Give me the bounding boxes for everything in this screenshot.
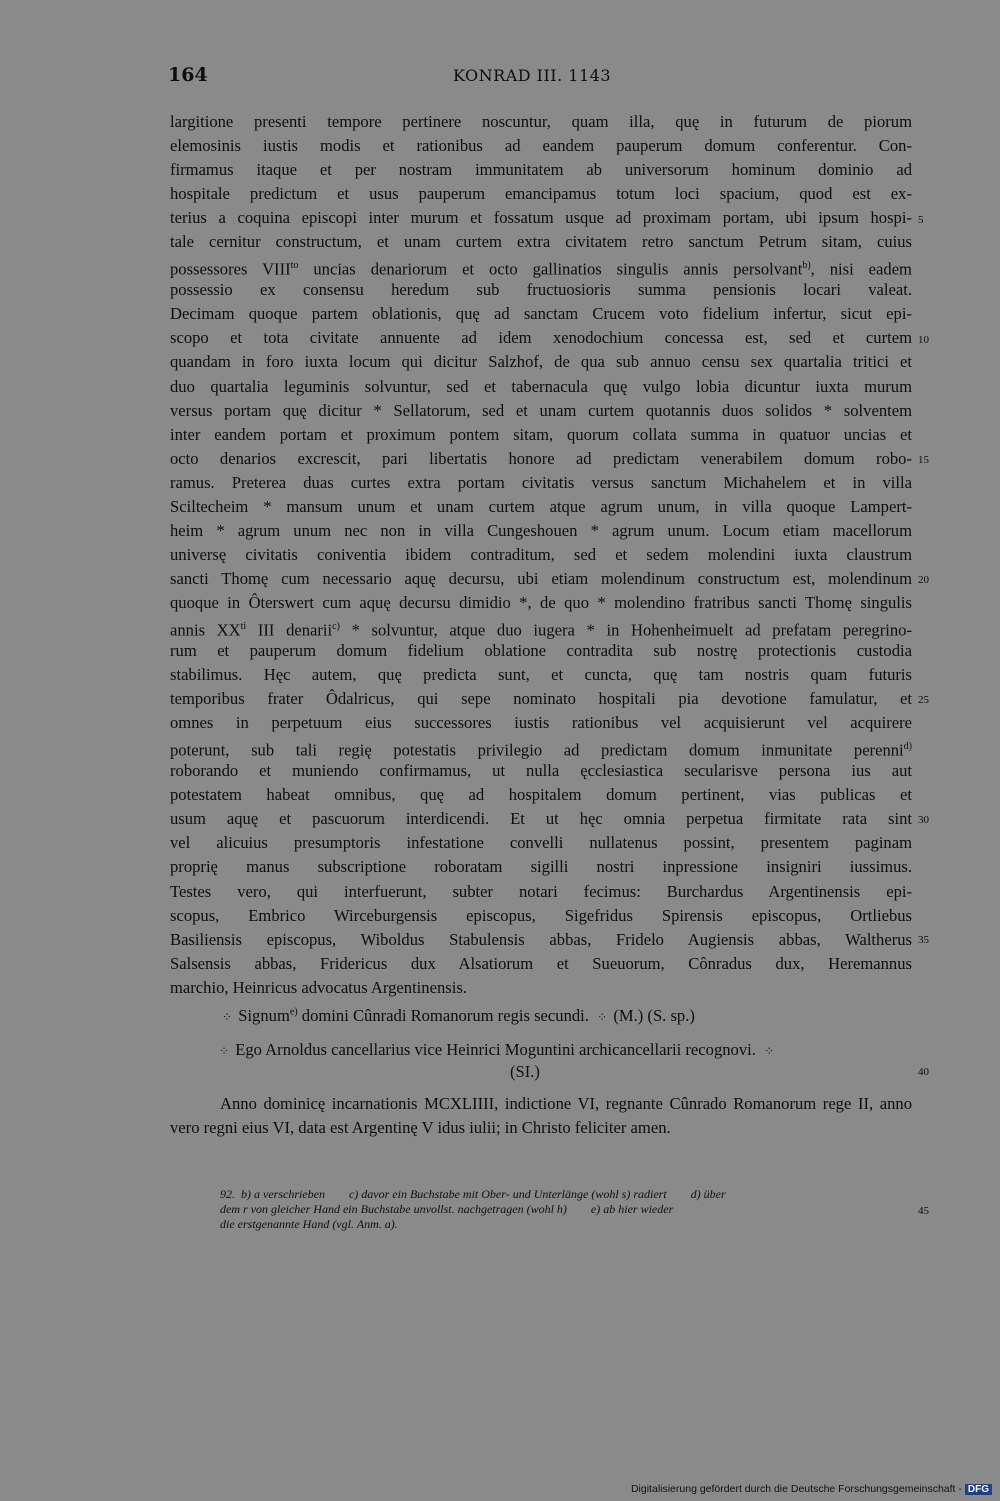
text-line: annis $XX^{ti}$ III denarii$^{c)}$ * solvuntur, atque duo iugera * in Hohenheimuelt ad prefatam peregrino- [170,620,912,640]
text-line: sancti Thomę cum necessario aquę decursu, ubi etiam molendinum constructum est, molendinum [170,568,912,588]
text-line: rum et pauperum domum fidelium oblatione contradita sub nostrę protectionis custodia [170,641,912,661]
running-title: KONRAD III. 1143 [453,66,612,85]
text-line: possessio ex consensu heredum sub fructuosioris summa pensionis locari valeat. [170,280,912,300]
text-line: roborando et muniendo confirmamus, ut nulla ęcclesiastica secularisve persona ius aut [170,761,912,781]
text-line: universę civitatis coniventia ibidem contraditum, sed et sedem molendini iuxta claustrum [170,544,912,564]
text-line: stabilimus. Hęc autem, quę predicta sunt, et cuncta, quę tam nostris quam futuris [170,665,912,685]
dating-clause: Anno dominicę incarnationis MCXLIIII, indictione VI, regnante Cûnrado Romanorum rege II, anno vero regni eius VI, data est Argentinę V idus iulii; in Christo feliciter amen. [170,1094,912,1138]
text-line: Basiliensis episcopus, Wiboldus Stabulensis abbas, Fridelo Augiensis abbas, Waltherus [170,929,912,949]
line-number: 40 [918,1066,929,1078]
signum-text: domini Cûnradi Romanorum regis secundi. [301,1006,589,1025]
line-number: 5 [918,214,924,226]
text-line: heim * agrum unum nec non in villa Cungeshouen * agrum unum. Locum etiam macellorum [170,520,912,540]
monogram-seal: (M.) (S. sp.) [613,1006,695,1025]
cross-icon: ⁘ [222,1009,231,1024]
text-line: Salsensis abbas, Fridericus dux Alsatiorum et Sueuorum, Cônradus dux, Heremannus [170,953,912,973]
cross-icon: ⁘ [219,1043,228,1058]
text-line: Testes vero, qui interfuerunt, subter notari fecimus: Burchardus Argentinensis epi- [170,881,912,901]
text-line: possessores $VIII^{to}$ uncias denariorum et octo gallinatios singulis annis persolvant$^{b)}$, nisi eadem [170,259,912,279]
text-line: poterunt, sub tali regię potestatis privilegio ad predictam domum inmunitate perenni$^{d)}$ [170,740,912,760]
page-number: 164 [168,64,208,86]
cross-icon: ⁘ [764,1043,773,1058]
text-line: quandam in foro iuxta locum qui dicitur Salzhof, de qua sub annuo censu sex quartalia tritici et [170,352,912,372]
text-line: versus portam quę dicitur * Sellatorum, sed et unam curtem quotannis duos solidos * solventem [170,400,912,420]
footnote-marker: e) [289,1006,298,1018]
seal-note: (SI.) [510,1062,540,1081]
text-line: duo quartalia leguminis solvuntur, sed et tabernacula quę vulgo lobia dicuntur iuxta murum [170,376,912,396]
text-line: omnes in perpetuum eius successores iustis rationibus vel acquisierunt vel acquirere [170,713,912,733]
text-line: proprię manus subscriptione roboratam sigilli nostri inpressione insigniri iussimus. [170,857,912,877]
footnote-line: dem r von gleicher Hand ein Buchstabe unvollst. nachgetragen (wohl h) e) ab hier wieder [220,1202,674,1216]
text-line: tale cernitur constructum, et unam curtem extra civitatem retro sanctum Petrum sitam, cuius [170,232,912,252]
text-line: vel alicuius presumptoris infestatione convelli nullatenus possint, presentem paginam [170,833,912,853]
text-line: Sciltecheim * mansum unum et unam curtem atque agrum unum, in villa quoque Lampert- [170,496,912,516]
text-line: scopus, Embrico Wirceburgensis episcopus, Sigefridus Spirensis episcopus, Ortliebus [170,905,912,925]
text-line: temporibus frater Ôdalricus, qui sepe nominato hospitali pia devotione famulatur, et [170,689,912,709]
line-number: 35 [918,934,929,946]
recognition-line [215,1040,915,1060]
charter-text [170,110,912,1000]
text-line: terius a coquina episcopi inter murum et fossatum usque ad proximam portam, ubi ipsum hospi- [170,208,912,228]
text-line: usum aquę et pascuorum interdicendi. Et ut hęc omnia perpetua firmitate rata sint [170,809,912,829]
text-line: inter eandem portam et proximum pontem sitam, quorum collata summa in quatuor uncias et [170,424,912,444]
dfg-logo: DFG [965,1484,992,1495]
recognition-text: Ego Arnoldus cancellarius vice Heinrici Moguntini archicancellarii recognovi. [235,1040,756,1059]
signum-line [218,1006,918,1026]
footnotes [220,1187,912,1232]
text-line: Decimam quoque partem oblationis, quę ad sanctam Crucem voto fidelium infertur, sicut epi- [170,304,912,324]
text-line: quoque in Ôterswert cum aquę decursu dimidio *, de quo * molendino fratribus sancti Thomę singulis [170,592,912,612]
footnote-line: 92. b) a verschrieben c) davor ein Buchstabe mit Ober- und Unterlänge (wohl s) radiert d) über [220,1187,726,1201]
footnote-line: die erstgenannte Hand (vgl. Anm. a). [220,1217,398,1231]
line-number: 20 [918,574,929,586]
line-number: 15 [918,454,929,466]
text-line: largitione presenti tempore pertinere noscuntur, quam illa, quę in futurum de piorum [170,112,912,131]
text-line: potestatem habeat omnibus, quę ad hospitalem domum pertinent, vias publicas et [170,785,912,805]
text-line: hospitale predictum et usus pauperum emancipamus totum loci spacium, quod est ex- [170,184,912,204]
signum-word: Signum [238,1006,290,1025]
line-number: 10 [918,334,929,346]
text-line: elemosinis iustis modis et rationibus ad eandem pauperum domum conferentur. Con- [170,136,912,156]
footer-text: Digitalisierung gefördert durch die Deutsche Forschungsgemeinschaft - [630,1483,962,1495]
text-line: marchio, Heinricus advocatus Argentinensis. [170,977,467,997]
funding-footer [631,1483,992,1495]
text-line: firmamus itaque et per nostram immunitatem ab universorum hominum dominio ad [170,160,912,180]
line-number: 45 [918,1205,929,1217]
text-line: ramus. Preterea duas curtes extra portam civitatis versus sanctum Michahelem et in villa [170,472,912,492]
line-number: 30 [918,814,929,826]
text-line: octo denarios excrescit, pari libertatis honore ad predictam venerabilem domum robo- [170,448,912,468]
text-line: scopo et tota civitate annuente ad idem xenodochium concessa est, sed et curtem [170,328,912,348]
line-number: 25 [918,694,929,706]
cross-icon: ⁘ [597,1009,606,1024]
